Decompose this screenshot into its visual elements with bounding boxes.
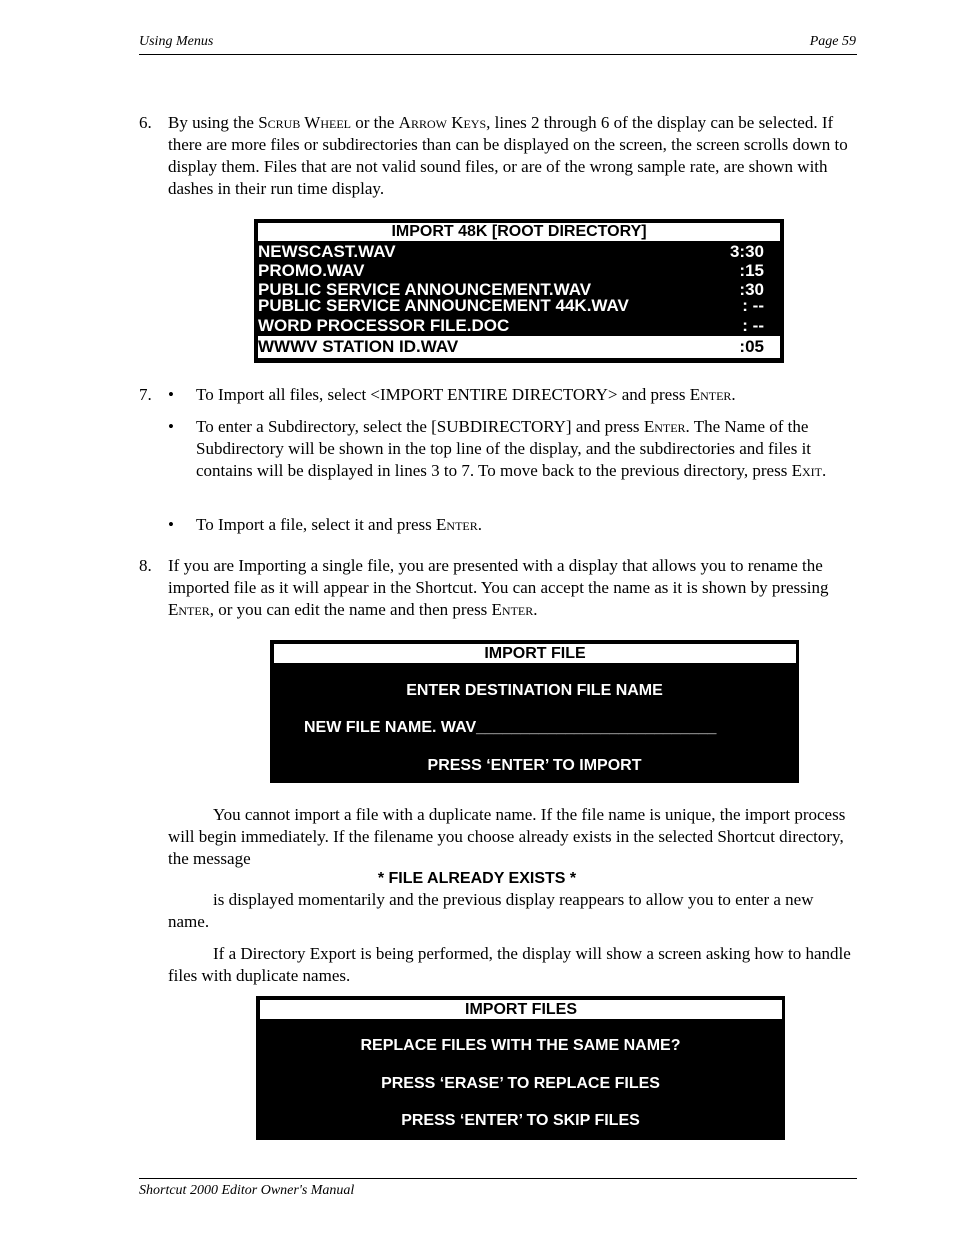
- step-6-text: By using the Scrub Wheel or the Arrow Keys, lines 2 through 6 of the display can be selected. If there are more files or subdirectories than can be displayed on the screen, the screen scrolls down to display them. Files that are not valid sound files, or are of the wrong sample rate, are shown with dashes in their run time display.: [168, 113, 848, 198]
- file-row: PUBLIC SERVICE ANNOUNCEMENT.WAV :30: [258, 280, 764, 299]
- bullet: •: [168, 515, 174, 534]
- directory-export-paragraph: If a Directory Export is being performed, the display will show a screen asking how to handle files with duplicate names.: [168, 944, 851, 985]
- file-row: PROMO.WAV :15: [258, 261, 764, 280]
- running-header-left: Using Menus: [139, 34, 214, 49]
- message-paragraph: is displayed momentarily and the previous display reappears to allow you to enter a new name.: [168, 890, 814, 931]
- page-number: Page 59: [809, 34, 856, 49]
- display-title: IMPORT 48K [ROOT DIRECTORY]: [258, 223, 780, 241]
- step-8-number: 8.: [139, 556, 152, 575]
- bullet-import-file: To Import a file, select it and press Enter.: [196, 515, 483, 534]
- file-row-selected: WWWV STATION ID.WAV :05: [258, 336, 780, 358]
- import-48k-display: [254, 219, 784, 363]
- display-enter-option: PRESS ‘ENTER’ TO SKIP FILES: [401, 1112, 640, 1129]
- file-row: NEWSCAST.WAV 3:30: [258, 242, 764, 261]
- bullet-subdirectory: To enter a Subdirectory, select the [SUBDIRECTORY] and press Enter. The Name of the Subdirectory will be shown in the top line of the display, and the subdirectories and files it contains will be displayed in lines 3 to 7. To move back to the previous directory, press Exit.: [196, 417, 827, 480]
- header-rule: [139, 54, 857, 55]
- file-row: PUBLIC SERVICE ANNOUNCEMENT 44K.WAV : --: [258, 296, 764, 315]
- running-footer: Shortcut 2000 Editor Owner's Manual: [139, 1183, 355, 1198]
- step-6-number: 6.: [139, 113, 152, 132]
- footer-rule: [139, 1178, 857, 1179]
- bullet: •: [168, 417, 174, 436]
- step-7-number: 7.: [139, 385, 152, 404]
- import-file-display: [270, 640, 799, 783]
- file-row: WORD PROCESSOR FILE.DOC : --: [258, 316, 764, 335]
- file-exists-message: * FILE ALREADY EXISTS *: [377, 870, 577, 887]
- display-title: IMPORT FILES: [260, 1000, 782, 1019]
- display-title: IMPORT FILE: [274, 644, 796, 663]
- filename-field: NEW FILE NAME. WAV___________________________: [304, 719, 717, 736]
- step-8-text: If you are Importing a single file, you are presented with a display that allows you to rename the imported file as it will appear in the Shortcut. You can accept the name as it is shown by pressing Enter, or you can edit the name and then press Enter.: [168, 556, 829, 619]
- display-prompt: REPLACE FILES WITH THE SAME NAME?: [360, 1037, 681, 1054]
- import-files-display: [256, 996, 785, 1140]
- display-instruction: PRESS ‘ENTER’ TO IMPORT: [427, 757, 642, 774]
- display-prompt: ENTER DESTINATION FILE NAME: [406, 682, 663, 699]
- bullet: •: [168, 385, 174, 404]
- display-erase-option: PRESS ‘ERASE’ TO REPLACE FILES: [381, 1075, 660, 1092]
- duplicate-name-paragraph: You cannot import a file with a duplicate name. If the file name is unique, the import process will begin immediately. If the filename you choose already exists in the selected Shortcut directory, the message: [168, 805, 846, 868]
- bullet-import-all: To Import all files, select <IMPORT ENTIRE DIRECTORY> and press Enter.: [196, 385, 736, 404]
